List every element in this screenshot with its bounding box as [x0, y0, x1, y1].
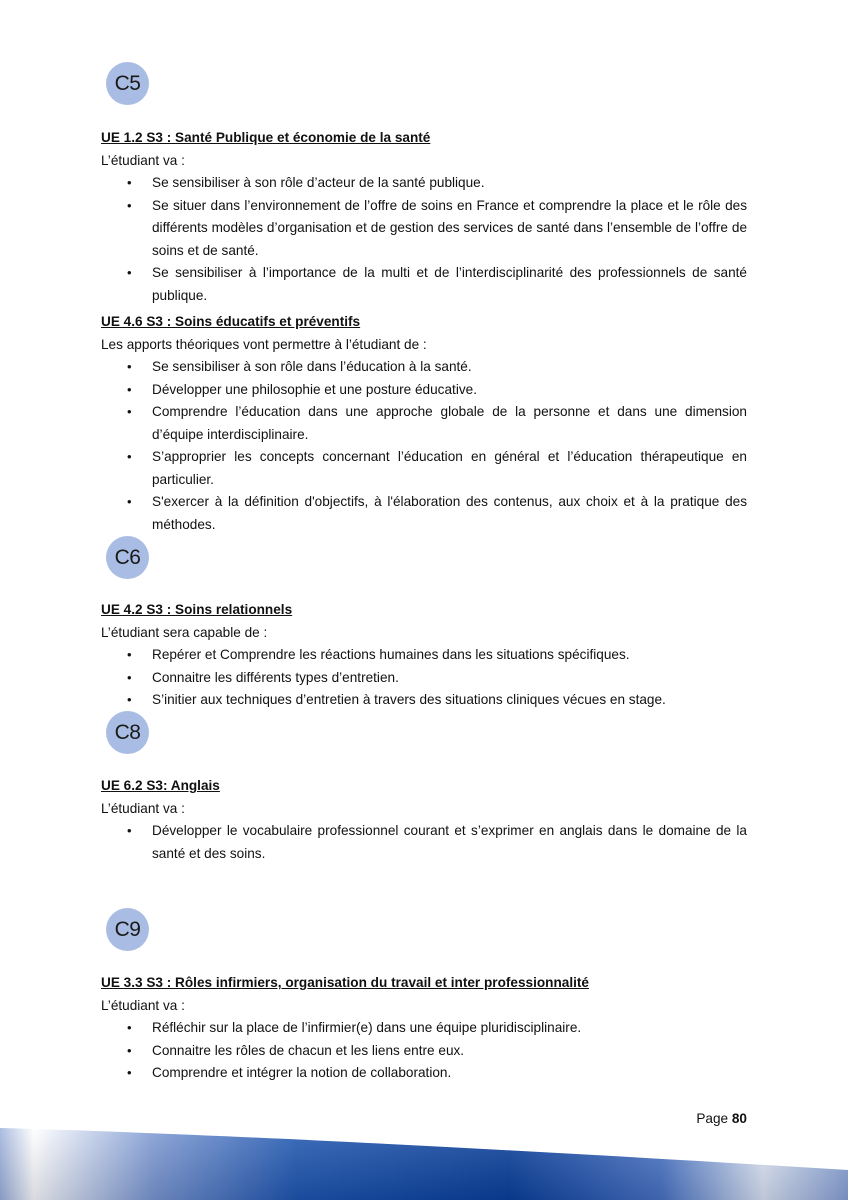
section-intro: L’étudiant va : [101, 997, 185, 1013]
section-title: UE 3.3 S3 : Rôles infirmiers, organisation du travail et inter professionnalité [101, 975, 589, 990]
list-item: • S’initier aux techniques d’entretien à travers des situations cliniques vécues en stage. [152, 689, 747, 712]
list-item: • Se sensibiliser à son rôle dans l’éducation à la santé. [152, 356, 747, 379]
bullet-list [101, 820, 747, 865]
section-title: UE 4.6 S3 : Soins éducatifs et préventifs [101, 314, 361, 329]
bullet-icon: • [127, 197, 132, 213]
bullet-icon: • [127, 647, 132, 662]
bullet-icon: • [127, 669, 132, 685]
section-ue-1-2 [101, 127, 747, 307]
list-item: • Comprendre et intégrer la notion de collaboration. [152, 1062, 747, 1085]
footer-wave-decoration [0, 1120, 848, 1200]
bullet-list [101, 644, 747, 712]
competency-badge-c9: C9 [106, 908, 149, 951]
bullet-list [101, 356, 747, 536]
section-ue-3-3 [101, 972, 747, 1085]
bullet-icon: • [127, 1065, 132, 1080]
bullet-icon: • [127, 823, 132, 838]
bullet-icon: • [127, 692, 132, 707]
list-item: • Développer une philosophie et une posture éducative. [152, 379, 747, 402]
page-number-value: 80 [731, 1111, 747, 1126]
section-ue-4-2 [101, 599, 747, 712]
list-item: • Comprendre l’éducation dans une approche globale de la personne et dans une dimension d’équipe interdisciplinaire. [152, 401, 747, 446]
list-item: • Développer le vocabulaire professionnel courant et s’exprimer en anglais dans le domaine de la santé et des soins. [152, 820, 747, 865]
bullet-icon: • [127, 381, 132, 397]
list-item: • Connaitre les différents types d’entretien. [152, 667, 747, 690]
list-item: • Se sensibiliser à son rôle d’acteur de la santé publique. [152, 172, 747, 195]
section-ue-6-2 [101, 775, 747, 865]
bullet-icon: • [127, 1020, 132, 1035]
page-label: Page [696, 1111, 729, 1126]
bullet-icon: • [127, 494, 132, 509]
competency-badge-c6: C6 [106, 536, 149, 579]
bullet-icon: • [127, 175, 132, 190]
section-intro: L’étudiant va : [101, 152, 185, 168]
bullet-icon: • [127, 449, 132, 464]
list-item: • Se situer dans l’environnement de l’offre de soins en France et comprendre la place et le rôle des différents modèles d’organisation et de gestion des services de santé dans l’ensemble de l’offre de soins et de santé. [152, 195, 747, 263]
bullet-icon: • [127, 359, 132, 374]
list-item: • Se sensibiliser à l’importance de la multi et de l’interdisciplinarité des professionnels de santé publique. [152, 262, 747, 307]
list-item: • Repérer et Comprendre les réactions humaines dans les situations spécifiques. [152, 644, 747, 667]
section-title: UE 6.2 S3: Anglais [101, 778, 220, 793]
bullet-icon: • [127, 265, 132, 280]
section-intro: Les apports théoriques vont permettre à l’étudiant de : [101, 336, 427, 352]
list-item: • Réfléchir sur la place de l’infirmier(e) dans une équipe pluridisciplinaire. [152, 1017, 747, 1040]
bullet-list [101, 172, 747, 307]
section-ue-4-6 [101, 311, 747, 536]
competency-badge-c5: C5 [106, 62, 149, 105]
section-title: UE 1.2 S3 : Santé Publique et économie de la santé [101, 130, 431, 145]
competency-badge-c8: C8 [106, 711, 149, 754]
section-intro: L’étudiant va : [101, 800, 185, 816]
section-title: UE 4.2 S3 : Soins relationnels [101, 602, 293, 617]
section-intro: L’étudiant sera capable de : [101, 624, 268, 640]
bullet-icon: • [127, 1042, 132, 1058]
bullet-icon: • [127, 404, 132, 419]
list-item: • S'exercer à la définition d'objectifs, à l'élaboration des contenus, aux choix et à la pratique des méthodes. [152, 491, 747, 536]
list-item: • S’approprier les concepts concernant l’éducation en général et l’éducation thérapeutique en particulier. [152, 446, 747, 491]
list-item: • Connaitre les rôles de chacun et les liens entre eux. [152, 1040, 747, 1063]
bullet-list [101, 1017, 747, 1085]
